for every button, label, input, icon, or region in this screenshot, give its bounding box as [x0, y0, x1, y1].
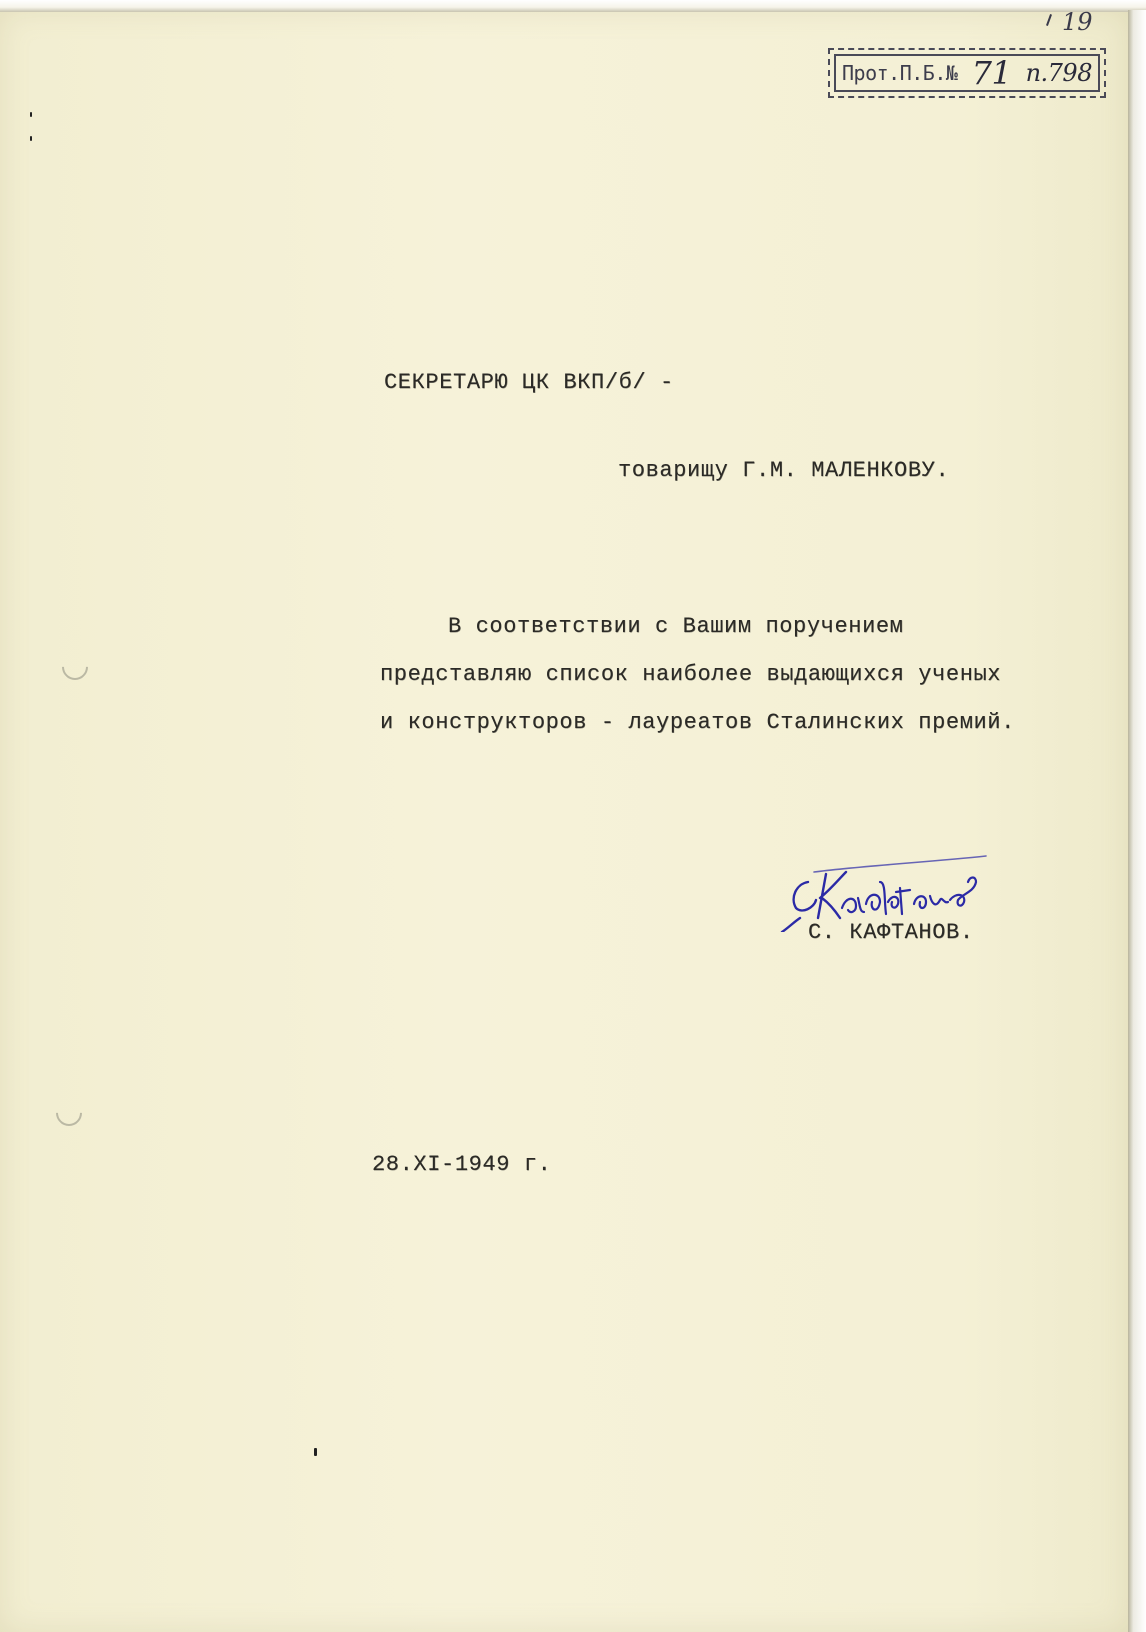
scan-speck — [30, 112, 32, 117]
stamp-label: Прот.П.Б.№ — [842, 61, 958, 85]
scan-speck — [314, 1448, 317, 1456]
scan-speck — [30, 136, 32, 141]
addressee-line-2: товарищу Г.М. МАЛЕНКОВУ. — [618, 458, 950, 483]
scan-edge-top — [0, 0, 1146, 12]
protocol-stamp — [828, 48, 1106, 98]
addressee-line-1: СЕКРЕТАРЮ ЦК ВКП/б/ - — [384, 370, 674, 395]
stamp-protocol-number: 71 — [971, 54, 1012, 92]
body-line-3: и конструкторов - лауреатов Сталинских премий. — [380, 710, 1015, 735]
signatory-name: С. КАФТАНОВ. — [808, 920, 974, 945]
stamp-item-number: п.798 — [1025, 59, 1092, 87]
body-line-1: В соответствии с Вашим поручением — [448, 614, 904, 639]
page-number: 19 — [1062, 8, 1093, 36]
protocol-stamp-inner — [834, 54, 1100, 92]
document-date: 28.XI-1949 г. — [372, 1152, 552, 1177]
scan-edge-right — [1128, 10, 1146, 1632]
paper-sheet — [0, 10, 1130, 1632]
body-line-2: представляю список наиболее выдающихся ученых — [380, 662, 1002, 687]
